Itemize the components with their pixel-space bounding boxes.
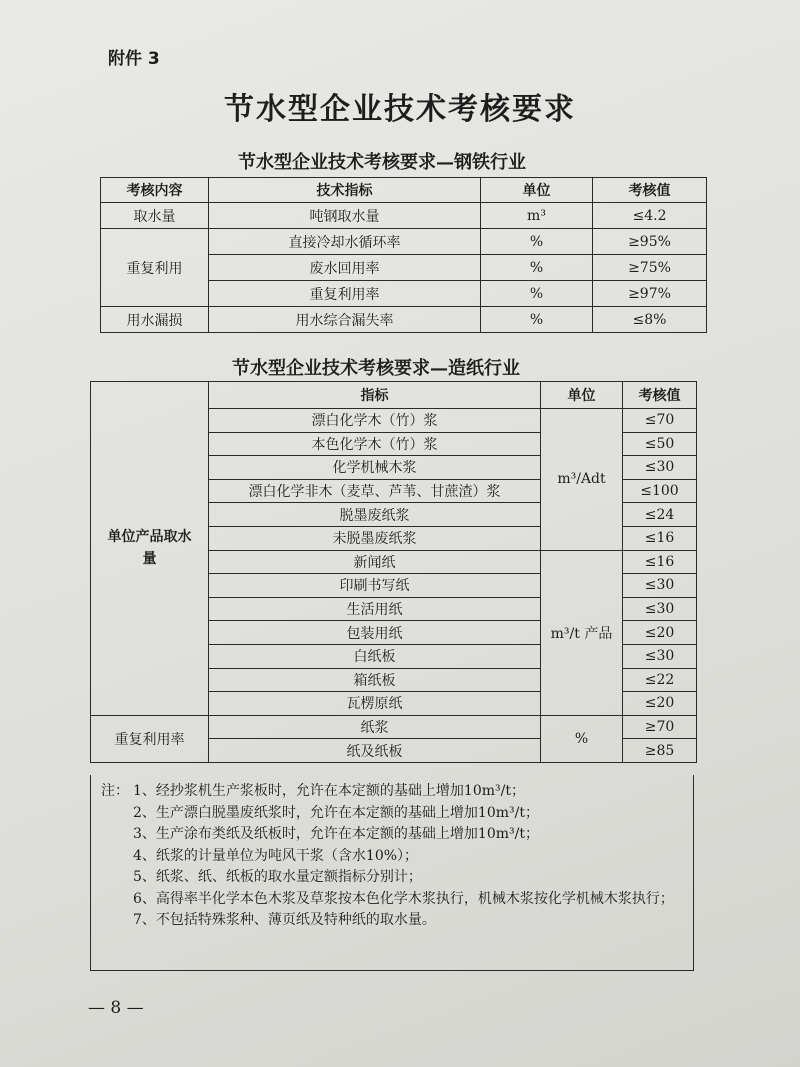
indicator-cell: 印刷书写纸 <box>209 574 541 598</box>
note-item <box>101 846 683 868</box>
indicator-cell: 本色化学木（竹）浆 <box>209 432 541 456</box>
value-cell: ≤20 <box>623 621 697 645</box>
note-text: 5、纸浆、纸、纸板的取水量定额指标分别计； <box>133 869 422 885</box>
notes-label: 注： <box>101 783 129 799</box>
value-cell: ≥97% <box>593 281 707 307</box>
page-number: — 8 — <box>88 998 144 1018</box>
page-title: 节水型企业技术考核要求 <box>224 92 576 127</box>
value-cell: ≤20 <box>623 692 697 716</box>
value-cell: ≥70 <box>623 715 697 739</box>
value-cell: ≤16 <box>623 526 697 550</box>
indicator-cell: 新闻纸 <box>209 550 541 574</box>
value-cell: ≤30 <box>623 574 697 598</box>
column-header: 单位 <box>481 178 593 203</box>
value-cell: ≤8% <box>593 307 707 333</box>
note-text: 4、纸浆的计量单位为吨风干浆（含水10%）； <box>133 847 419 864</box>
indicator-cell: 化学机械木浆 <box>209 456 541 480</box>
category-cell: 用水漏损 <box>101 307 209 333</box>
value-cell: ≤30 <box>623 456 697 480</box>
value-cell: ≥85 <box>623 739 697 763</box>
unit-cell: % <box>481 255 593 281</box>
value-cell: ≤70 <box>623 409 697 433</box>
value-cell: ≤4.2 <box>593 203 707 229</box>
category-cell: 重复利用 <box>101 229 209 307</box>
column-header: 指标 <box>209 382 541 409</box>
indicator-cell: 纸浆 <box>209 715 541 739</box>
unit-cell: m³ <box>481 203 593 229</box>
unit-cell: m³/t 产品 <box>541 550 623 715</box>
table-row <box>101 203 707 229</box>
indicator-cell: 生活用纸 <box>209 597 541 621</box>
indicator-cell: 未脱墨废纸浆 <box>209 526 541 550</box>
column-header: 技术指标 <box>209 178 481 203</box>
category-cell: 单位产品取水量 <box>91 382 209 716</box>
value-cell: ≤22 <box>623 668 697 692</box>
indicator-cell: 纸及纸板 <box>209 739 541 763</box>
indicator-cell: 漂白化学非木（麦草、芦苇、甘蔗渣）浆 <box>209 479 541 503</box>
table-row <box>101 307 707 333</box>
column-header: 考核内容 <box>101 178 209 203</box>
note-text: 3、生产涂布类纸及纸板时，允许在本定额的基础上增加10m³/t； <box>133 826 539 842</box>
indicator-cell: 吨钢取水量 <box>209 203 481 229</box>
table-header-row <box>101 178 707 203</box>
notes-box <box>90 775 694 971</box>
category-cell: 取水量 <box>101 203 209 229</box>
indicator-cell: 直接冷却水循环率 <box>209 229 481 255</box>
note-text: 1、经抄浆机生产浆板时，允许在本定额的基础上增加10m³/t； <box>133 783 525 799</box>
note-item <box>101 803 683 825</box>
value-cell: ≥75% <box>593 255 707 281</box>
note-item <box>101 889 683 911</box>
indicator-cell: 白纸板 <box>209 644 541 668</box>
unit-cell: % <box>541 715 623 762</box>
value-cell: ≥95% <box>593 229 707 255</box>
unit-cell: % <box>481 307 593 333</box>
steel-table-title: 节水型企业技术考核要求—钢铁行业 <box>238 152 526 173</box>
unit-cell: m³/Adt <box>541 409 623 551</box>
value-cell: ≤30 <box>623 597 697 621</box>
value-cell: ≤100 <box>623 479 697 503</box>
indicator-cell: 箱纸板 <box>209 668 541 692</box>
value-cell: ≤50 <box>623 432 697 456</box>
indicator-cell: 包装用纸 <box>209 621 541 645</box>
column-header: 考核值 <box>623 382 697 409</box>
paper-table <box>90 381 697 763</box>
column-header: 单位 <box>541 382 623 409</box>
note-item <box>101 867 683 889</box>
indicator-cell: 脱墨废纸浆 <box>209 503 541 527</box>
indicator-cell: 用水综合漏失率 <box>209 307 481 333</box>
note-item <box>101 910 683 932</box>
value-cell: ≤16 <box>623 550 697 574</box>
note-text: 7、不包括特殊浆种、薄页纸及特种纸的取水量。 <box>133 912 436 928</box>
table-header-row <box>91 382 697 409</box>
table-row <box>101 229 707 255</box>
unit-cell: % <box>481 281 593 307</box>
paper-table-title: 节水型企业技术考核要求—造纸行业 <box>232 358 520 379</box>
indicator-cell: 重复利用率 <box>209 281 481 307</box>
unit-cell: % <box>481 229 593 255</box>
indicator-cell: 瓦楞原纸 <box>209 692 541 716</box>
value-cell: ≤24 <box>623 503 697 527</box>
note-text: 2、生产漂白脱墨废纸浆时，允许在本定额的基础上增加10m³/t； <box>133 804 539 821</box>
table-row <box>91 715 697 739</box>
indicator-cell: 废水回用率 <box>209 255 481 281</box>
note-item <box>101 824 683 846</box>
value-cell: ≤30 <box>623 644 697 668</box>
column-header: 考核值 <box>593 178 707 203</box>
note-text: 6、高得率半化学本色木浆及草浆按本色化学木浆执行，机械木浆按化学机械木浆执行； <box>133 890 674 907</box>
category-cell: 重复利用率 <box>91 715 209 762</box>
note-item <box>101 781 683 803</box>
attachment-label: 附件 3 <box>108 49 160 69</box>
indicator-cell: 漂白化学木（竹）浆 <box>209 409 541 433</box>
steel-table <box>100 177 707 333</box>
